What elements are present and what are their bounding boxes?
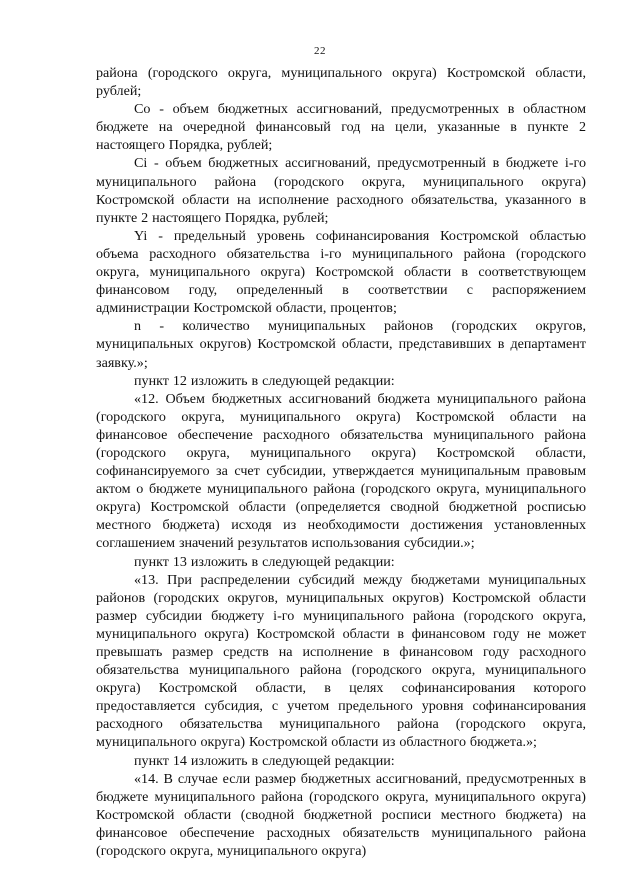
paragraph: пункт 12 изложить в следующей редакции: bbox=[134, 372, 395, 389]
paragraph: пункт 13 изложить в следующей редакции: bbox=[134, 553, 395, 570]
paragraph: «12. Объем бюджетных ассигнований бюджета муниципального района (городского округа, муниципального округа) Костромской области на финансовое обеспечение расходного обязательства муниципального района (городского округа, муниципального округа) Костромской области, софинансируемого за счет субсидии, утверждается муниципальным правовым актом о бюджете муниципального района (городского округа, муниципального округа) Костромской области (определяется сводной бюджетной росписью местного бюджета) исходя из необходимости достижения установленных соглашением значений результатов использования субсидии.»; bbox=[96, 390, 586, 552]
paragraph: «13. При распределении субсидий между бюджетами муниципальных районов (городских округов, муниципальных округов) Костромской области размер субсидии бюджету i-го муниципального района (городского округа, муниципального округа) Костромской области в финансовом году не может превышать размер средств на исполнение в финансовом году расходного обязательства муниципального района (городского округа, муниципального округа) Костромской области, в целях софинансирования которого предоставляется субсидия, с учетом предельного уровня софинансирования расходного обязательства муниципального района (городского округа, муниципального округа) Костромской области из областного бюджета.»; bbox=[96, 571, 586, 751]
paragraph: n - количество муниципальных районов (городских округов, муниципальных округов) Костромской области, представивших в департамент заявку.»; bbox=[96, 318, 586, 371]
page-number: 22 bbox=[314, 45, 326, 57]
paragraph: «14. В случае если размер бюджетных ассигнований, предусмотренных в бюджете муниципального района (городского округа, муниципального округа) Костромской области (сводной бюджетной росписи местного бюджета) на финансовое обеспечение расходных обязательств муниципального района (городского округа, муниципального округа) bbox=[96, 770, 586, 860]
paragraph: Yi - предельный уровень софинансирования Костромской областью объема расходного обязательства i-го муниципального района (городского округа, муниципального округа) Костромской области в соответствующем финансовом году, определенный в соответствии с распоряжением администрации Костромской области, процентов; bbox=[96, 227, 586, 317]
paragraph: пункт 14 изложить в следующей редакции: bbox=[134, 752, 395, 769]
paragraph: Co - объем бюджетных ассигнований, предусмотренных в областном бюджете на очередной финансовый год на цели, указанные в пункте 2 настоящего Порядка, рублей; bbox=[96, 101, 586, 154]
paragraph: района (городского округа, муниципального округа) Костромской области, рублей; bbox=[96, 65, 586, 100]
paragraph: Ci - объем бюджетных ассигнований, предусмотренный в бюджете i-го муниципального района (городского округа, муниципального округа) Костромской области на исполнение расходного обязательства, указанного в пункте 2 настоящего Порядка, рублей; bbox=[96, 155, 586, 226]
document-body bbox=[96, 64, 586, 860]
